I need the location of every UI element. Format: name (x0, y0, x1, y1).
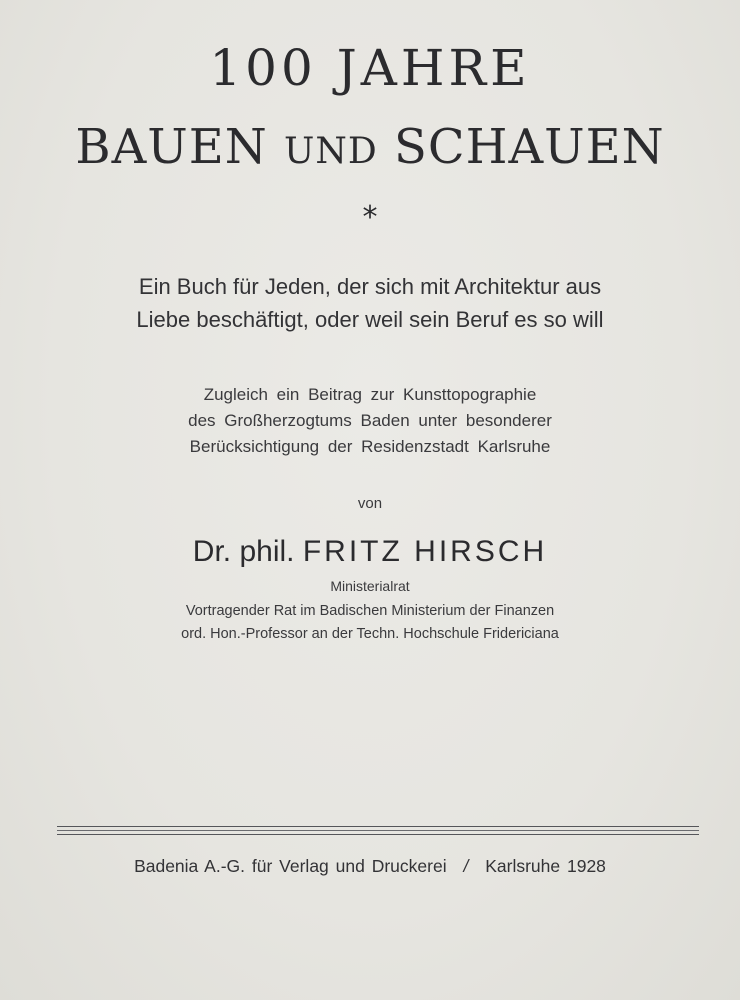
title-word-und: UND (284, 131, 378, 172)
asterisk-ornament (0, 200, 740, 236)
asterisk-icon: * (362, 200, 378, 235)
publisher-place-year: Karlsruhe 1928 (485, 856, 606, 876)
title-word-bauen: BAUEN (75, 119, 268, 175)
book-title-line-1 (0, 38, 740, 98)
divider-rule-middle (57, 830, 699, 831)
author-position-1: Vortragender Rat im Badischen Ministerium der Finanzen (185, 603, 555, 619)
subtitle-line-2: Liebe beschäftigt, oder weil sein Beruf es so will (136, 307, 604, 332)
title-text-100-jahre: 100 JAHRE (209, 39, 531, 97)
subtitle (0, 270, 740, 336)
author-position-2: ord. Hon.-Professor an der Techn. Hochschule Fridericiana (181, 626, 559, 642)
publisher-name: Badenia A.-G. für Verlag und Druckerei (134, 856, 447, 876)
contribution-line-1: Zugleich ein Beitrag zur Kunsttopographie (203, 385, 537, 404)
divider-rule-top (57, 826, 699, 827)
author-rank (0, 576, 740, 596)
imprint-separator: / (463, 856, 469, 876)
by-label (0, 494, 740, 514)
divider-rule-bottom (57, 834, 699, 835)
title-word-schauen: SCHAUEN (394, 119, 665, 175)
subtitle-line-1: Ein Buch für Jeden, der sich mit Architektur aus (138, 274, 602, 299)
contribution-line-2: des Großherzogtums Baden unter besonderer (188, 411, 552, 430)
author-full-name: FRITZ HIRSCH (302, 535, 548, 568)
publisher-imprint (0, 853, 740, 879)
contribution-line-3: Berücksichtigung der Residenzstadt Karlsruhe (189, 437, 551, 456)
author-positions (0, 600, 740, 646)
author-rank-text: Ministerialrat (330, 578, 410, 594)
book-title-line-2 (0, 117, 740, 182)
contribution-note (0, 382, 740, 460)
author-prefix: Dr. phil. (192, 535, 295, 568)
by-text: von (357, 495, 383, 512)
author-name (0, 532, 740, 572)
